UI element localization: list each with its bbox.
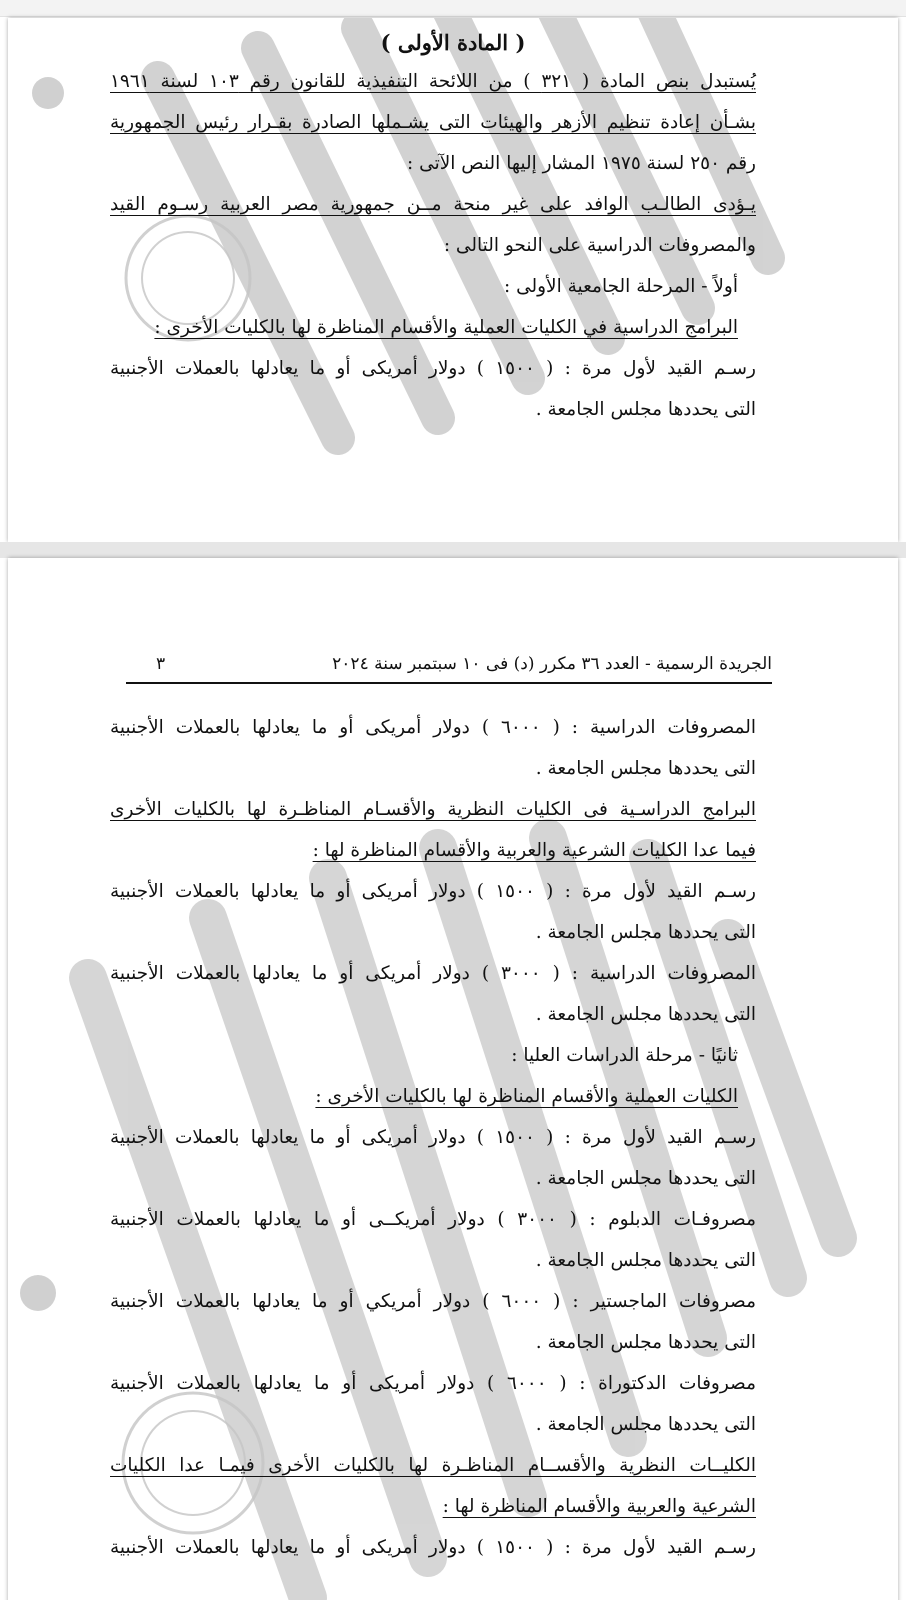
subsection-heading: الشرعية والعربية والأقسام المناظرة لها :: [442, 1496, 756, 1517]
watermark-graphic: [8, 558, 898, 1600]
text-line: التى يحددها مجلس الجامعة .: [535, 1414, 756, 1435]
subsection-heading: البرامج الدراسـية فى الكليات النظرية والأقسـام المناظـرة لها بالكليات الأخرى: [110, 799, 756, 820]
text-line: والمصروفات الدراسية على النحو التالى :: [443, 235, 756, 256]
section-heading: أولاً - المرحلة الجامعية الأولى :: [503, 276, 738, 297]
viewer-top-bar: [0, 0, 906, 17]
subsection-heading: فيما عدا الكليات الشرعية والعربية والأقسام المناظرة لها :: [312, 840, 756, 861]
text-line: رسـم القيد لأول مرة : ( ١٥٠٠ ) دولار أمريكى أو ما يعادلها بالعملات الأجنبية: [110, 358, 756, 379]
text-line: مصروفات الماجستير : ( ٦٠٠٠ ) دولار أمريكي أو ما يعادلها بالعملات الأجنبية: [110, 1291, 756, 1312]
text-line: التى يحددها مجلس الجامعة .: [535, 922, 756, 943]
document-page-2: [8, 558, 898, 1600]
page-gap: [0, 542, 906, 558]
document-page-1: [8, 18, 898, 542]
text-line: التى يحددها مجلس الجامعة .: [535, 1168, 756, 1189]
text-line: التى يحددها مجلس الجامعة .: [535, 399, 756, 420]
subsection-heading: البرامج الدراسية في الكليات العملية والأقسام المناظرة لها بالكليات الأخرى :: [154, 317, 738, 338]
text-line: رسـم القيد لأول مرة : ( ١٥٠٠ ) دولار أمريكى أو ما يعادلها بالعملات الأجنبية: [110, 1127, 756, 1148]
text-line: مصروفات الدكتوراة : ( ٦٠٠٠ ) دولار أمريكى أو ما يعادلها بالعملات الأجنبية: [110, 1373, 757, 1394]
text-line: مصروفـات الدبلوم : ( ٣٠٠٠ ) دولار أمريكــى أو ما يعادلها بالعملات الأجنبية: [110, 1209, 756, 1230]
article-title: ( المادة الأولى ): [380, 30, 526, 55]
gazette-header: [126, 654, 772, 684]
text-line: بشـأن إعادة تنظيم الأزهر والهيئات التى يشـملها الصادرة بقـرار رئيس الجمهورية: [110, 112, 756, 133]
text-line: المصروفات الدراسية : ( ٣٠٠٠ ) دولار أمريكى أو ما يعادلها بالعملات الأجنبية: [110, 963, 756, 984]
text-line: رسـم القيد لأول مرة : ( ١٥٠٠ ) دولار أمريكى أو ما يعادلها بالعملات الأجنبية: [110, 881, 756, 902]
text-line: التى يحددها مجلس الجامعة .: [535, 1250, 756, 1271]
subsection-heading: الكليــات النظرية والأقســام المناظـرة لها بالكليات الأخرى فيمـا عدا الكليات: [110, 1455, 756, 1476]
subsection-heading: الكليات العملية والأقسام المناظرة لها بالكليات الأخرى :: [315, 1086, 738, 1107]
text-line: التى يحددها مجلس الجامعة .: [535, 758, 756, 779]
text-line: رقم ٢٥٠ لسنة ١٩٧٥ المشار إليها النص الآتى :: [407, 153, 756, 174]
text-line: التى يحددها مجلس الجامعة .: [535, 1332, 756, 1353]
text-line: المصروفات الدراسية : ( ٦٠٠٠ ) دولار أمريكى أو ما يعادلها بالعملات الأجنبية: [110, 717, 756, 738]
text-line: التى يحددها مجلس الجامعة .: [535, 1004, 756, 1025]
header-title: الجريدة الرسمية - العدد ٣٦ مكرر (د) فى ١٠ سبتمبر سنة ٢٠٢٤: [332, 654, 772, 674]
text-line: يُستبدل بنص المادة ( ٣٢١ ) من اللائحة التنفيذية للقانون رقم ١٠٣ لسنة ١٩٦١: [110, 71, 756, 92]
text-line: رسـم القيد لأول مرة : ( ١٥٠٠ ) دولار أمريكى أو ما يعادلها بالعملات الأجنبية: [110, 1537, 756, 1558]
page-number: ٣: [156, 654, 166, 674]
text-line: يـؤدى الطالـب الوافد على غير منحة مــن جمهورية مصر العربية رسـوم القيد: [110, 194, 756, 215]
section-heading: ثانيًا - مرحلة الدراسات العليا :: [511, 1045, 738, 1066]
